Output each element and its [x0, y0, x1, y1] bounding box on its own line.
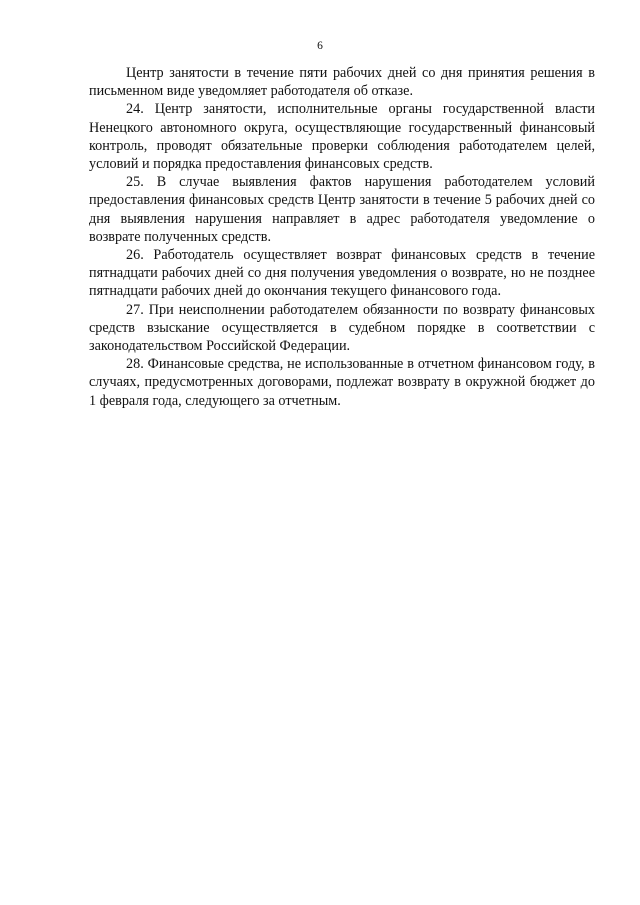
paragraph-25: 25. В случае выявления фактов нарушения работодателем условий предоставления финансовых средств Центр занятости в течение 5 рабочих дней со дня выявления нарушения направляет в адрес работодателя уведомление о возврате полученных средств.: [89, 174, 595, 245]
page-number: 6: [317, 40, 323, 52]
paragraph-continuation: Центр занятости в течение пяти рабочих дней со дня принятия решения в письменном виде уведомляет работодателя об отказе.: [89, 65, 595, 100]
paragraph-27: 27. При неисполнении работодателем обязанности по возврату финансовых средств взыскание осуществляется в судебном порядке в соответствии с законодательством Российской Федерации.: [89, 301, 595, 355]
paragraph-28: 28. Финансовые средства, не использованные в отчетном финансовом году, в случаях, предусмотренных договорами, подлежат возврату в окружной бюджет до 1 февраля года, следующего за отчетным.: [89, 356, 595, 409]
document-body: [89, 64, 595, 410]
paragraph-24: 24. Центр занятости, исполнительные органы государственной власти Ненецкого автономного округа, осуществляющие государственный финансовый контроль, проводят обязательные проверки соблюдения работодателем целей, условий и порядка предоставления финансовых средств.: [89, 101, 595, 173]
paragraph-26: 26. Работодатель осуществляет возврат финансовых средств в течение пятнадцати рабочих дней со дня получения уведомления о возврате, но не позднее пятнадцати рабочих дней до окончания текущего финансового года.: [89, 247, 595, 300]
